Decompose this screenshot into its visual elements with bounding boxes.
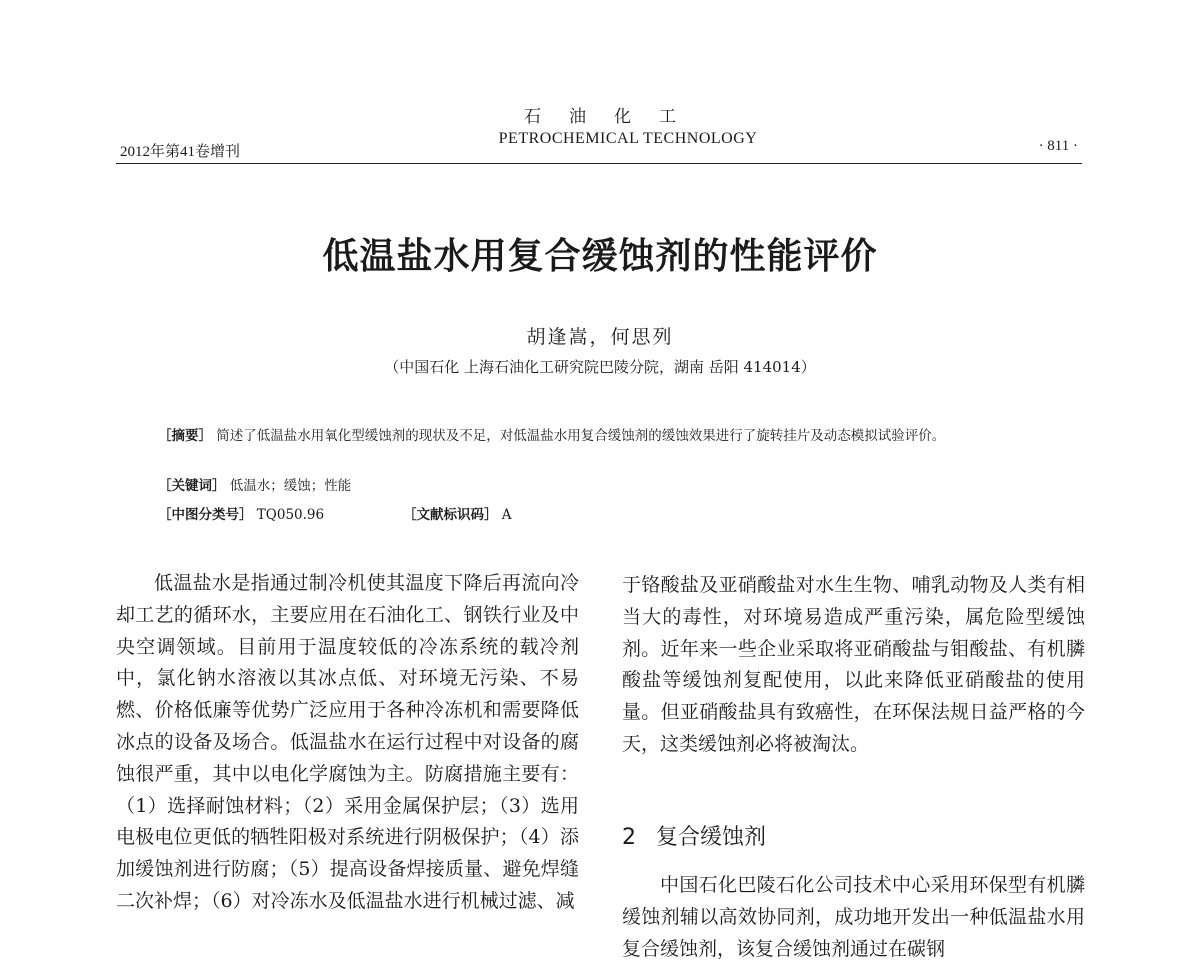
body-paragraph-section2: 中国石化巴陵石化公司技术中心采用环保型有机膦缓蚀剂辅以高效协同剂，成功地开发出一种低温盐水用复合缓蚀剂，该复合缓蚀剂通过在碳钢 bbox=[622, 874, 1085, 960]
abstract bbox=[158, 424, 1058, 449]
affiliation: （中国石化 上海石油化工研究院巴陵分院，湖南 岳阳 414014） bbox=[384, 358, 816, 376]
page-number: · 811 · bbox=[1038, 138, 1078, 154]
abstract-label: ［摘要］ bbox=[158, 428, 212, 444]
keywords bbox=[158, 474, 351, 494]
document-code-label: ［文献标识码］ bbox=[403, 507, 498, 523]
body-paragraph-continued: 于铬酸盐及亚硝酸盐对水生生物、哺乳动物及人类有相当大的毒性，对环境易造成严重污染，属危险型缓蚀剂。近年来一些企业采取将亚硝酸盐与钼酸盐、有机膦酸盐等缓蚀剂复配使用，以此来降低亚硝酸盐的使用量。但亚硝酸盐具有致癌性，在环保法规日益严格的今天，这类缓蚀剂必将被淘汰。 bbox=[622, 574, 1085, 755]
body-right-column-lower bbox=[622, 870, 1085, 965]
document-code bbox=[403, 503, 512, 523]
keywords-label: ［关键词］ bbox=[158, 478, 226, 494]
document-code-value: A bbox=[501, 507, 512, 523]
section-number: 2 bbox=[622, 825, 636, 850]
classification bbox=[158, 503, 324, 523]
issue-info: 2012年第41卷增刊 bbox=[120, 144, 241, 160]
section-heading bbox=[622, 820, 766, 851]
body-left-column bbox=[116, 568, 579, 918]
body-right-column bbox=[622, 570, 1085, 761]
section-title: 复合缓蚀剂 bbox=[656, 825, 767, 850]
journal-name-cn: 石油化工 bbox=[524, 107, 704, 127]
authors: 胡逢嵩，何思列 bbox=[526, 326, 674, 348]
abstract-text: 简述了低温盐水用氧化型缓蚀剂的现状及不足，对低温盐水用复合缓蚀剂的缓蚀效果进行了旋转挂片及动态模拟试验评价。 bbox=[216, 428, 946, 444]
body-paragraph-intro: 低温盐水是指通过制冷机使其温度下降后再流向冷却工艺的循环水，主要应用在石油化工、钢铁行业及中央空调领域。目前用于温度较低的冷冻系统的载冷剂中，氯化钠水溶液以其冰点低、对环境无污染、不易燃、价格低廉等优势广泛应用于各种冷冻机和需要降低冰点的设备及场合。低温盐水在运行过程中对设备的腐蚀很严重，其中以电化学腐蚀为主。防腐措施主要有：（1）选择耐蚀材料；（2）采用金属保护层；（3）选用电极电位更低的牺牲阳极对系统进行阴极保护；（4）添加缓蚀剂进行防腐；（5）提高设备焊接质量、避免焊缝二次补焊；（6）对冷冻水及低温盐水进行机械过滤、减 bbox=[116, 572, 579, 912]
header-divider bbox=[116, 163, 1082, 164]
article-title: 低温盐水用复合缓蚀剂的性能评价 bbox=[322, 236, 878, 277]
classification-code: TQ050.96 bbox=[256, 507, 325, 523]
journal-name-en: PETROCHEMICAL TECHNOLOGY bbox=[498, 130, 758, 147]
classification-label: ［中图分类号］ bbox=[158, 507, 253, 523]
keywords-text: 低温水；缓蚀；性能 bbox=[229, 478, 352, 494]
